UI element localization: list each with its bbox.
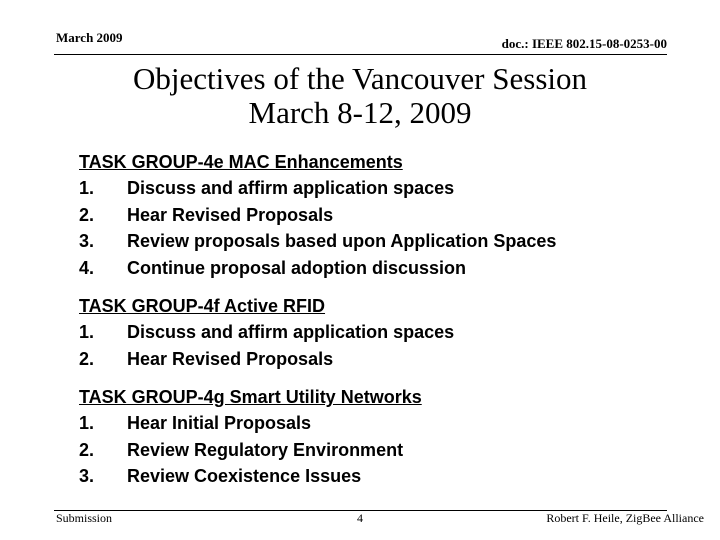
item-text: Hear Revised Proposals	[127, 204, 334, 225]
list-item	[79, 463, 679, 490]
item-number: 2.	[79, 348, 95, 369]
task-group-4g	[79, 384, 679, 490]
list-item	[79, 346, 679, 373]
group-title: TASK GROUP-4f Active RFID	[79, 296, 326, 316]
header-doc-id: doc.: IEEE 802.15-08-0253-00	[501, 36, 667, 51]
item-text: Continue proposal adoption discussion	[127, 257, 467, 278]
item-number: 1.	[79, 413, 95, 433]
list-item	[79, 410, 679, 437]
task-groups	[79, 149, 679, 502]
item-text: Discuss and affirm application spaces	[127, 178, 455, 198]
slide-title	[0, 62, 720, 130]
task-group-4e	[79, 149, 679, 281]
item-number: 3.	[79, 231, 95, 251]
group-title: TASK GROUP-4g Smart Utility Networks	[79, 387, 422, 407]
title-line-2: March 8-12, 2009	[248, 95, 472, 130]
list-item	[79, 175, 679, 202]
header-date: March 2009	[56, 30, 123, 45]
footer-author: Robert F. Heile, ZigBee Alliance	[546, 511, 704, 525]
list-item	[79, 228, 679, 255]
item-text: Review Coexistence Issues	[127, 466, 362, 486]
item-number: 2.	[79, 439, 95, 460]
page-number: 4	[357, 511, 363, 525]
item-text: Hear Revised Proposals	[127, 348, 334, 369]
group-title: TASK GROUP-4e MAC Enhancements	[79, 152, 403, 172]
item-text: Hear Initial Proposals	[127, 413, 312, 433]
footer-submission: Submission	[56, 511, 113, 525]
item-number: 1.	[79, 178, 95, 198]
item-number: 4.	[79, 257, 95, 278]
list-item	[79, 437, 679, 464]
list-item	[79, 255, 679, 282]
item-number: 1.	[79, 322, 95, 342]
item-text: Discuss and affirm application spaces	[127, 322, 455, 342]
list-item	[79, 202, 679, 229]
task-group-4f	[79, 293, 679, 372]
item-text: Review Regulatory Environment	[127, 439, 404, 460]
header-divider	[54, 54, 667, 55]
item-number: 2.	[79, 204, 95, 225]
title-line-1: Objectives of the Vancouver Session	[133, 61, 587, 96]
item-text: Review proposals based upon Application Spaces	[127, 231, 557, 251]
list-item	[79, 319, 679, 346]
item-number: 3.	[79, 466, 95, 486]
